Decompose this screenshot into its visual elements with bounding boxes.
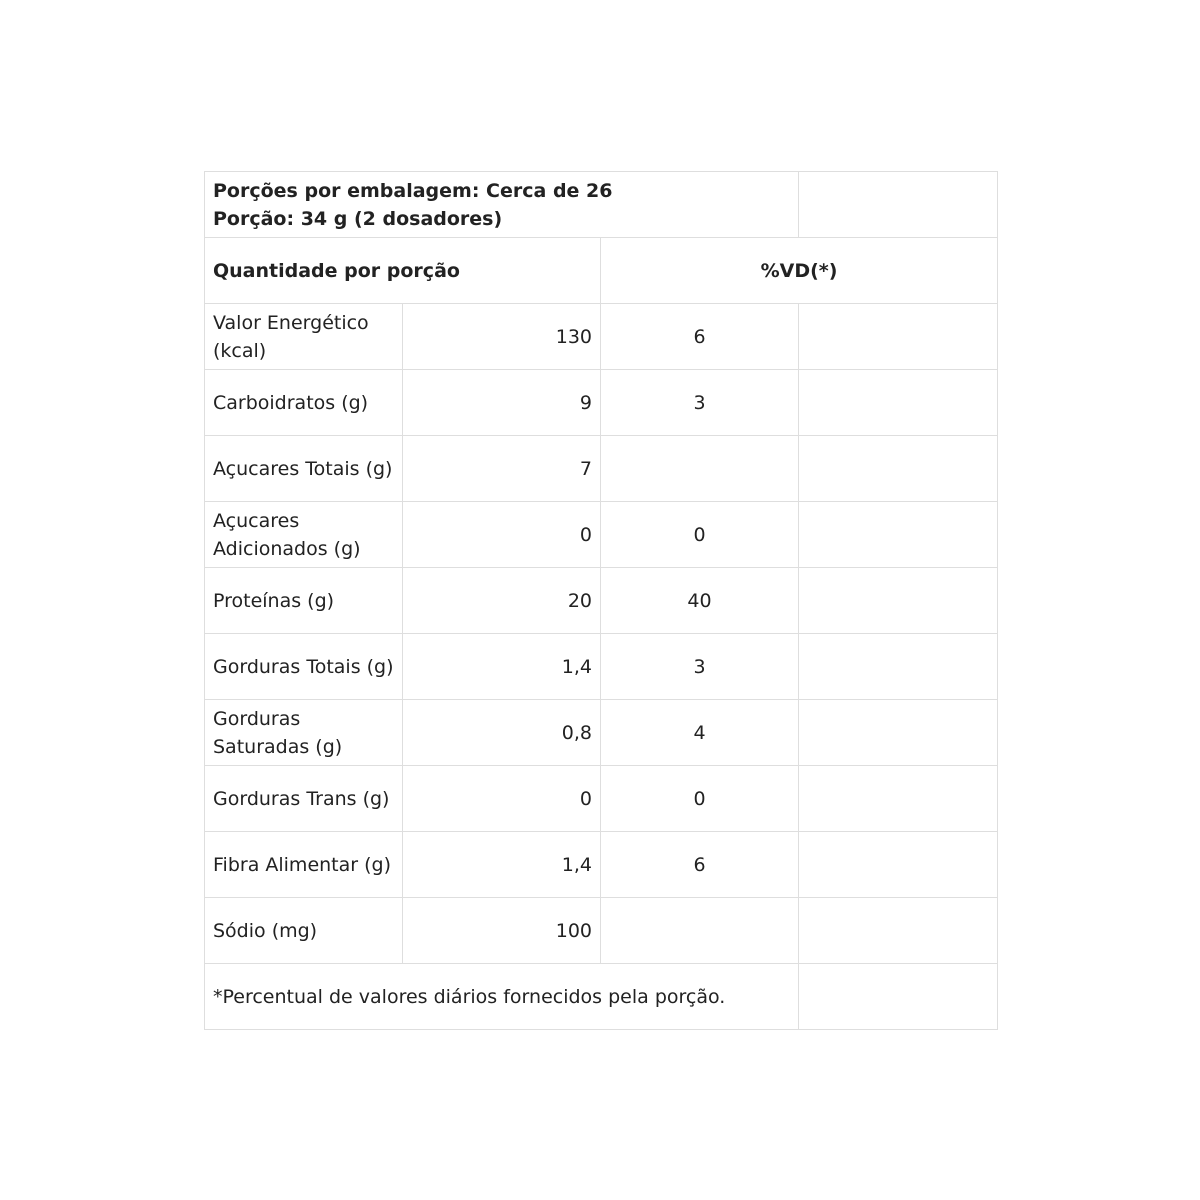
- nutrient-amount: 1,4: [403, 634, 601, 700]
- nutrient-name: Gorduras Totais (g): [205, 634, 403, 700]
- nutrient-amount: 130: [403, 304, 601, 370]
- nutrient-name: Carboidratos (g): [205, 370, 403, 436]
- nutrient-name: Açucares Totais (g): [205, 436, 403, 502]
- portion-size: Porção: 34 g (2 dosadores): [213, 207, 503, 230]
- nutrient-name: Gorduras Trans (g): [205, 766, 403, 832]
- empty-cell: [799, 502, 998, 568]
- nutrient-amount: 0,8: [403, 700, 601, 766]
- empty-cell: [799, 832, 998, 898]
- table-row: [205, 304, 998, 370]
- footnote-row: [205, 964, 998, 1030]
- nutrient-amount: 0: [403, 766, 601, 832]
- nutrient-amount: 7: [403, 436, 601, 502]
- nutrient-vd: 0: [601, 766, 799, 832]
- table-row: [205, 436, 998, 502]
- nutrient-vd: 0: [601, 502, 799, 568]
- nutrient-amount: 1,4: [403, 832, 601, 898]
- nutrient-amount: 9: [403, 370, 601, 436]
- nutrient-vd: 6: [601, 832, 799, 898]
- nutrient-name: Fibra Alimentar (g): [205, 832, 403, 898]
- portion-header-row: [205, 172, 998, 238]
- nutrient-vd: [601, 436, 799, 502]
- nutrient-name: Proteínas (g): [205, 568, 403, 634]
- table-row: [205, 700, 998, 766]
- table-row: [205, 502, 998, 568]
- nutrient-vd: 4: [601, 700, 799, 766]
- table-row: [205, 568, 998, 634]
- table-row: [205, 898, 998, 964]
- empty-cell: [799, 370, 998, 436]
- empty-cell: [799, 436, 998, 502]
- empty-cell: [799, 964, 998, 1030]
- nutrient-amount: 20: [403, 568, 601, 634]
- nutrient-amount: 100: [403, 898, 601, 964]
- nutrient-name: Valor Energético (kcal): [205, 304, 403, 370]
- column-header-row: [205, 238, 998, 304]
- empty-cell: [799, 634, 998, 700]
- empty-cell: [799, 568, 998, 634]
- nutrient-name: Açucares Adicionados (g): [205, 502, 403, 568]
- empty-cell: [799, 898, 998, 964]
- nutrient-vd: 6: [601, 304, 799, 370]
- table-row: [205, 832, 998, 898]
- quantity-per-portion-header: Quantidade por porção: [205, 238, 601, 304]
- empty-cell: [799, 172, 998, 238]
- portion-info-cell: [205, 172, 799, 238]
- daily-value-header: %VD(*): [601, 238, 998, 304]
- footnote: *Percentual de valores diários fornecidos pela porção.: [205, 964, 799, 1030]
- nutrient-name: Gorduras Saturadas (g): [205, 700, 403, 766]
- nutrient-name: Sódio (mg): [205, 898, 403, 964]
- nutrient-vd: 3: [601, 370, 799, 436]
- nutrient-vd: [601, 898, 799, 964]
- table-row: [205, 634, 998, 700]
- table-row: [205, 370, 998, 436]
- empty-cell: [799, 766, 998, 832]
- nutrient-vd: 3: [601, 634, 799, 700]
- portions-per-package: Porções por embalagem: Cerca de 26: [213, 179, 613, 202]
- nutrition-facts-table: [204, 171, 998, 1030]
- nutrient-amount: 0: [403, 502, 601, 568]
- nutrient-vd: 40: [601, 568, 799, 634]
- table-row: [205, 766, 998, 832]
- empty-cell: [799, 700, 998, 766]
- empty-cell: [799, 304, 998, 370]
